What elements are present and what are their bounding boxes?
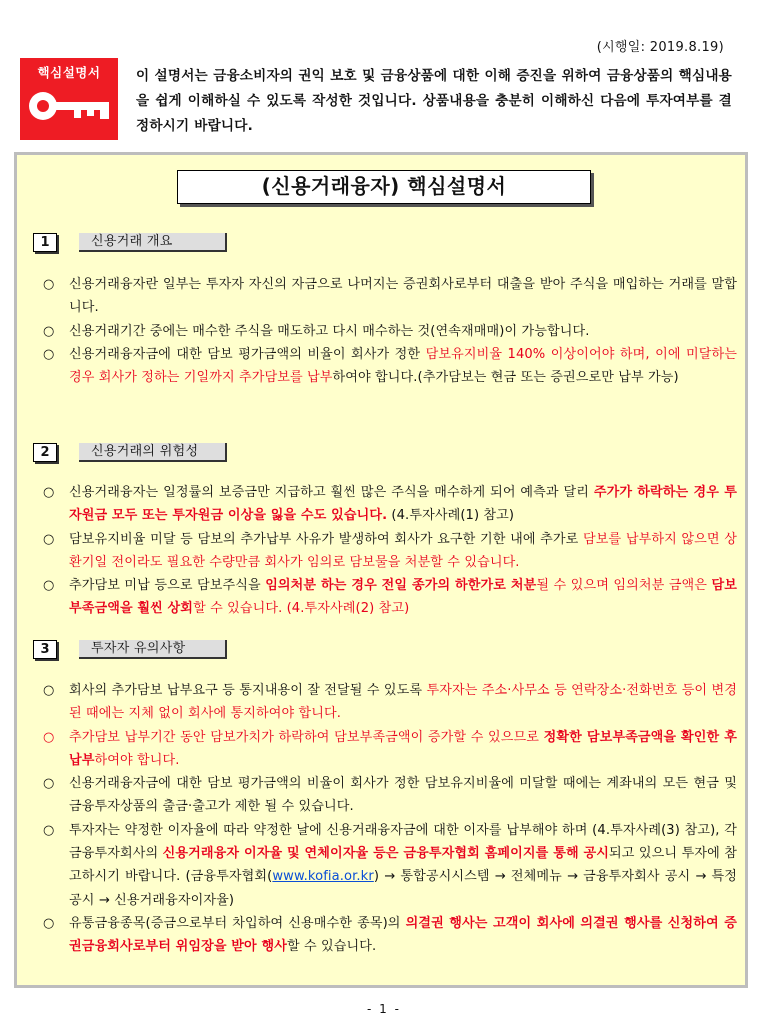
highlight-text: 담보유지비율 140% 이상이어야 하며, 이에 미달하는 경우 회사가 정하는 기일까지 추가담보를 납부 [69,346,737,386]
list-item: ○ 유통금융종목(증금으로부터 차입하여 신용매수한 종목)의 의결권 행사는 고객이 회사에 의결권 행사를 신청하여 증권금융회사로부터 위임장을 받아 행사할 수 있습니다. [43,912,737,959]
bullet-icon: ○ [43,277,55,292]
highlight-text: 주가가 하락하는 경우 투자원금 모두 또는 투자원금 이상을 잃을 수도 있습니다. [69,485,737,524]
bullet-icon: ○ [43,822,55,838]
highlight-text: 담보를 납부하지 않으면 상환기일 전이라도 필요한 수량만큼 회사가 임의로 담보물을 처분할 수 있습니다. [69,531,737,570]
section-header-3 [33,639,227,659]
bullet-icon: ○ [43,323,55,339]
bullet-icon: ○ [43,683,55,698]
document-title: (신용거래융자) 핵심설명서 [177,170,591,204]
highlight-text: 투자자는 주소·사무소 등 연락장소·전화번호 등이 변경된 때에는 지체 없이 회사에 통지하여야 합니다. [69,683,737,722]
highlight-text: 의결권 행사는 고객이 회사에 의결권 행사를 신청하여 증권금융회사로부터 위임장을 받아 행사 [69,915,737,955]
section-1-list [43,273,737,389]
key-logo [20,58,118,140]
section-title: 투자자 유의사항 [79,640,227,659]
highlight-text: 신용거래융자 이자율 및 연체이자율 등은 금융투자협회 홈페이지를 통해 공시 [162,846,610,862]
effective-date: (시행일: 2019.8.19) [596,40,724,55]
page-number: - 1 - [367,1002,401,1016]
highlight-text: 임의처분 하는 경우 전일 종가의 하한가로 처분 [265,578,537,594]
bullet-icon: ○ [43,729,55,745]
bullet-icon: ○ [43,531,55,547]
section-number: 1 [33,233,57,252]
section-number: 3 [33,640,57,659]
summary-panel [14,152,748,988]
section-number: 2 [33,443,57,462]
section-title: 신용거래의 위험성 [79,443,227,462]
list-item: ○ 추가담보 미납 등으로 담보주식을 임의처분 하는 경우 전일 종가의 하한가로 처분될 수 있으며 임의처분 금액은 담보부족금액을 훨씬 상회할 수 있습니다. (4.투자사례(2) 참고) [43,574,737,621]
section-2-list [43,481,737,621]
key-icon [26,88,112,124]
section-3-list [43,679,737,959]
list-item: ○ 신용거래융자란 일부는 투자자 자신의 자금으로 나머지는 증권회사로부터 대출을 받아 주식을 매입하는 거래를 말합니다. [43,273,737,320]
list-item: ○ 신용거래융자금에 대한 담보 평가금액의 비율이 회사가 정한 담보유지비율 140% 이상이어야 하며, 이에 미달하는 경우 회사가 정하는 기일까지 추가담보를 납부하여야 합니다.(추가담보는 현금 또는 증권으로만 납부 가능) [43,343,737,390]
list-item: ○ 신용거래기간 중에는 매수한 주식을 매도하고 다시 매수하는 것(연속재매매)이 가능합니다. [43,320,737,343]
list-item: ○ 투자자는 약정한 이자율에 따라 약정한 날에 신용거래융자금에 대한 이자를 납부해야 하며 (4.투자사례(3) 참고), 각 금융투자회사의 신용거래융자 이자율 및 연체이자율 등은 금융투자협회 홈페이지를 통해 공시되고 있으니 투자에 참고하시기 바랍니다. (금융투자협회(www.kofia.or.kr) → 통합공시시스템 → 전체메뉴 → 금융투자회사 공시 → 특정공시 → 신용거래융자이자율) [43,819,737,912]
bullet-icon: ○ [43,915,55,931]
logo-text: 핵심설명서 [37,65,101,80]
list-item: ○ 담보유지비율 미달 등 담보의 추가납부 사유가 발생하여 회사가 요구한 기한 내에 추가로 담보를 납부하지 않으면 상환기일 전이라도 필요한 수량만큼 회사가 임의로 담보물을 처분할 수 있습니다. [43,528,737,575]
highlight-text: 정확한 담보부족금액을 확인한 후 납부 [69,729,737,768]
section-title: 신용거래 개요 [79,233,227,252]
list-item: ○ 신용거래융자는 일정률의 보증금만 지급하고 훨씬 많은 주식을 매수하게 되어 예측과 달리 주가가 하락하는 경우 투자원금 모두 또는 투자원금 이상을 잃을 수도 있습니다. (4.투자사례(1) 참고) [43,481,737,528]
bullet-icon: ○ [43,485,55,500]
list-item: ○ 신용거래융자금에 대한 담보 평가금액의 비율이 회사가 정한 담보유지비율에 미달할 때에는 계좌내의 모든 현금 및 금융투자상품의 출금·출고가 제한 될 수 있습니다. [43,772,737,819]
bullet-icon: ○ [43,578,55,594]
list-item: ○ 회사의 추가담보 납부요구 등 통지내용이 잘 전달될 수 있도록 투자자는 주소·사무소 등 연락장소·전화번호 등이 변경된 때에는 지체 없이 회사에 통지하여야 합니다. [43,679,737,726]
kofia-link[interactable]: www.kofia.or.kr [272,869,374,885]
intro-text: 이 설명서는 금융소비자의 권익 보호 및 금융상품에 대한 이해 증진을 위하여 금융상품의 핵심내용을 쉽게 이해하실 수 있도록 작성한 것입니다. 상품내용을 충분히 이해하신 다음에 투자여부를 결정하시기 바랍니다. [136,68,732,134]
section-header-1 [33,232,227,252]
list-item: ○ 추가담보 납부기간 동안 담보가치가 하락하여 담보부족금액이 증가할 수 있으므로 정확한 담보부족금액을 확인한 후 납부하여야 합니다. [43,726,737,773]
bullet-icon: ○ [43,346,55,362]
bullet-icon: ○ [43,776,55,792]
highlight-text: 담보부족금액을 훨씬 상회 [69,578,737,617]
section-header-2 [33,442,227,462]
